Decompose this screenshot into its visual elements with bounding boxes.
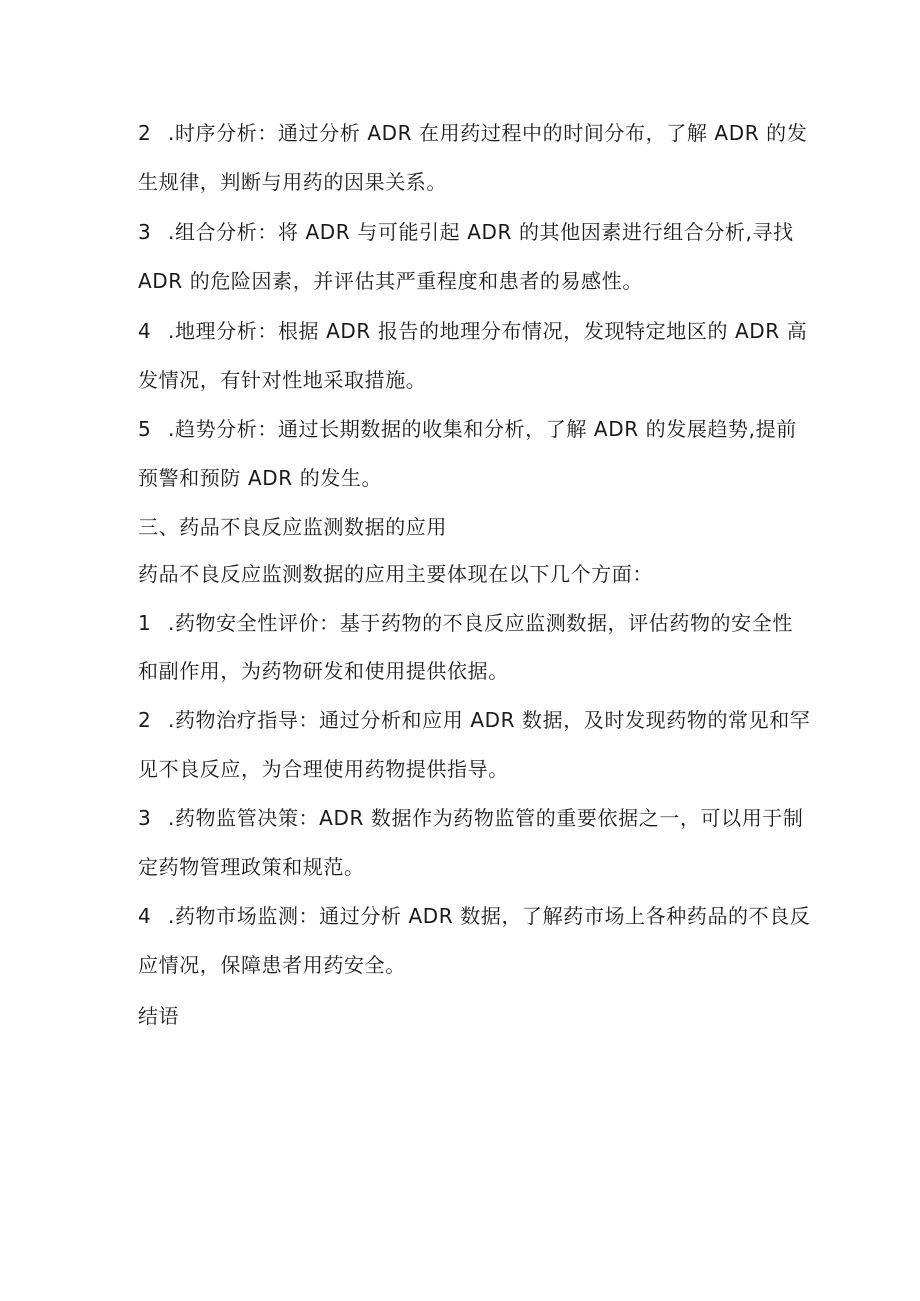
closing-heading: 结语 [138,1004,180,1028]
item-text: .药物治疗指导：通过分析和应用 ADR 数据，及时发现药物的常见和罕 [168,708,811,732]
app-2-line-1 [138,702,811,738]
item-4-line-1 [138,313,808,349]
app-4-line-1 [138,898,811,934]
item-5-line-1 [138,411,797,447]
item-number: 2 [138,708,152,732]
section-heading: 三、药品不良反应监测数据的应用 [138,515,447,539]
app-3-line-2: 定药物管理政策和规范。 [138,855,365,879]
item-text: .药物安全性评价：基于药物的不良反应监测数据，评估药物的安全性 [168,611,793,635]
item-2-line-2: 生规律，判断与用药的因果关系。 [138,170,447,194]
item-2-line-1 [138,115,808,151]
item-4-line-2: 发情况，有针对性地采取措施。 [138,368,427,392]
item-text: .趋势分析：通过长期数据的收集和分析，了解 ADR 的发展趋势,提前 [168,417,797,441]
item-text: .药物监管决策：ADR 数据作为药物监管的重要依据之一，可以用于制 [168,806,804,830]
item-3-line-1 [138,214,794,250]
item-number: 4 [138,904,152,928]
item-number: 3 [138,806,152,830]
item-number: 2 [138,121,152,145]
app-1-line-1 [138,605,793,641]
item-5-line-2: 预警和预防 ADR 的发生。 [138,466,383,490]
item-number: 4 [138,319,152,343]
item-text: .药物市场监测：通过分析 ADR 数据，了解药市场上各种药品的不良反 [168,904,811,928]
item-text: .组合分析：将 ADR 与可能引起 ADR 的其他因素进行组合分析,寻找 [168,220,794,244]
app-4-line-2: 应情况，保障患者用药安全。 [138,953,406,977]
intro-paragraph: 药品不良反应监测数据的应用主要体现在以下几个方面： [138,562,653,586]
app-1-line-2: 和副作用，为药物研发和使用提供依据。 [138,659,509,683]
item-3-line-2: ADR 的危险因素，并评估其严重程度和患者的易感性。 [138,269,643,293]
item-number: 5 [138,417,152,441]
item-text: .时序分析：通过分析 ADR 在用药过程中的时间分布，了解 ADR 的发 [168,121,808,145]
item-text: .地理分析：根据 ADR 报告的地理分布情况，发现特定地区的 ADR 高 [168,319,808,343]
app-2-line-2: 见不良反应，为合理使用药物提供指导。 [138,757,509,781]
app-3-line-1 [138,800,804,836]
item-number: 1 [138,611,152,635]
item-number: 3 [138,220,152,244]
